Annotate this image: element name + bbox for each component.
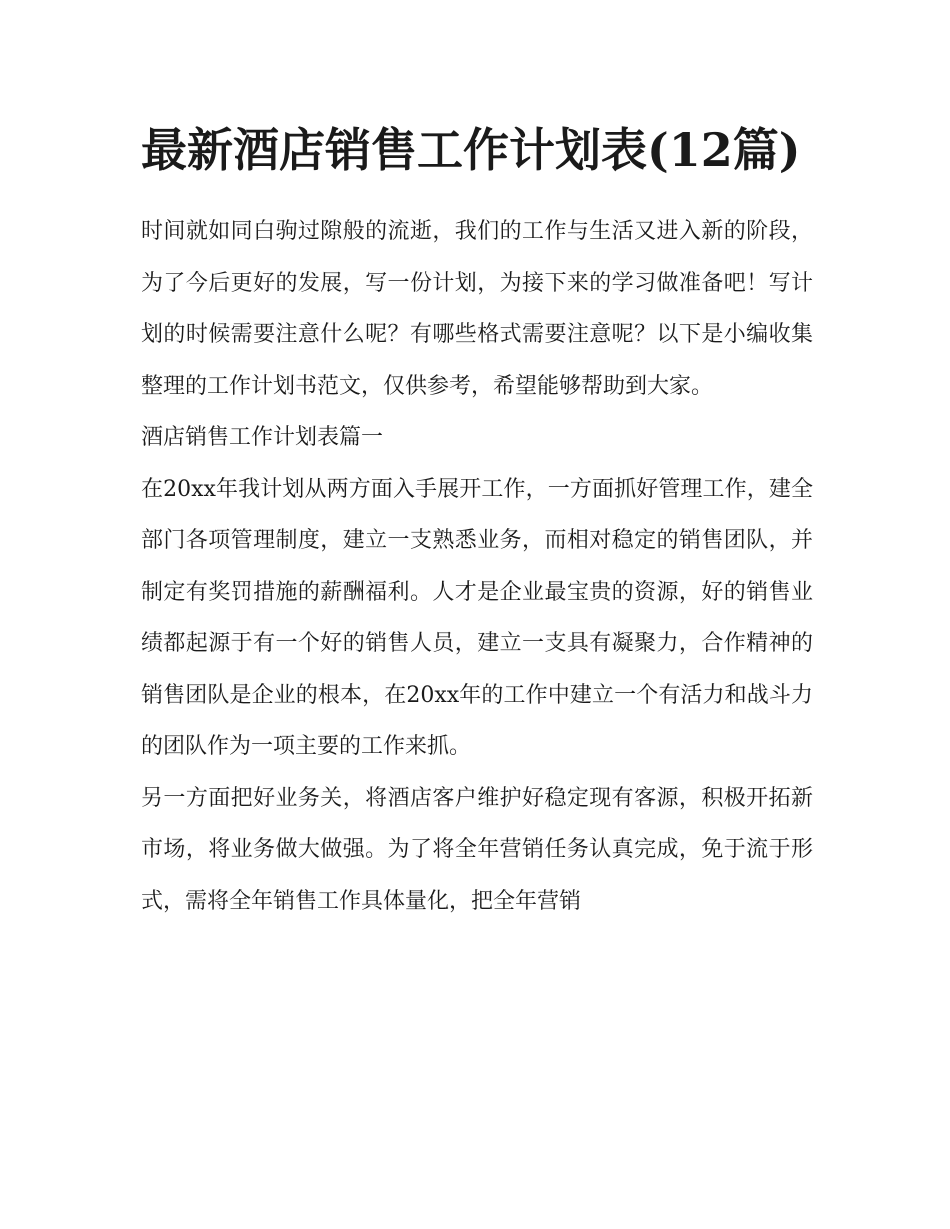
intro-paragraph: 时间就如同白驹过隙般的流逝，我们的工作与生活又进入新的阶段，为了今后更好的发展，写一份计划，为接下来的学习做准备吧！写计划的时候需要注意什么呢？有哪些格式需要注意呢？以下是小编收集整理的工作计划书范文，仅供参考，希望能够帮助到大家。 bbox=[141, 219, 813, 399]
section-heading: 酒店销售工作计划表篇一 bbox=[141, 425, 384, 450]
document-title: 最新酒店销售工作计划表(12篇) bbox=[141, 123, 801, 177]
body-paragraph-2: 另一方面把好业务关，将酒店客户维护好稳定现有客源，积极开拓新市场，将业务做大做强。为了将全年营销任务认真完成，免于流于形式，需将全年销售工作具体量化，把全年营销 bbox=[141, 785, 813, 914]
body-paragraph-1: 在20xx年我计划从两方面入手展开工作，一方面抓好管理工作，建全部门各项管理制度，建立一支熟悉业务，而相对稳定的销售团队，并制定有奖罚措施的薪酬福利。人才是企业最宝贵的资源，好的销售业绩都起源于有一个好的销售人员，建立一支具有凝聚力，合作精神的销售团队是企业的根本，在20xx年的工作中建立一个有活力和战斗力的团队作为一项主要的工作来抓。 bbox=[141, 476, 813, 759]
document-page bbox=[141, 112, 813, 927]
